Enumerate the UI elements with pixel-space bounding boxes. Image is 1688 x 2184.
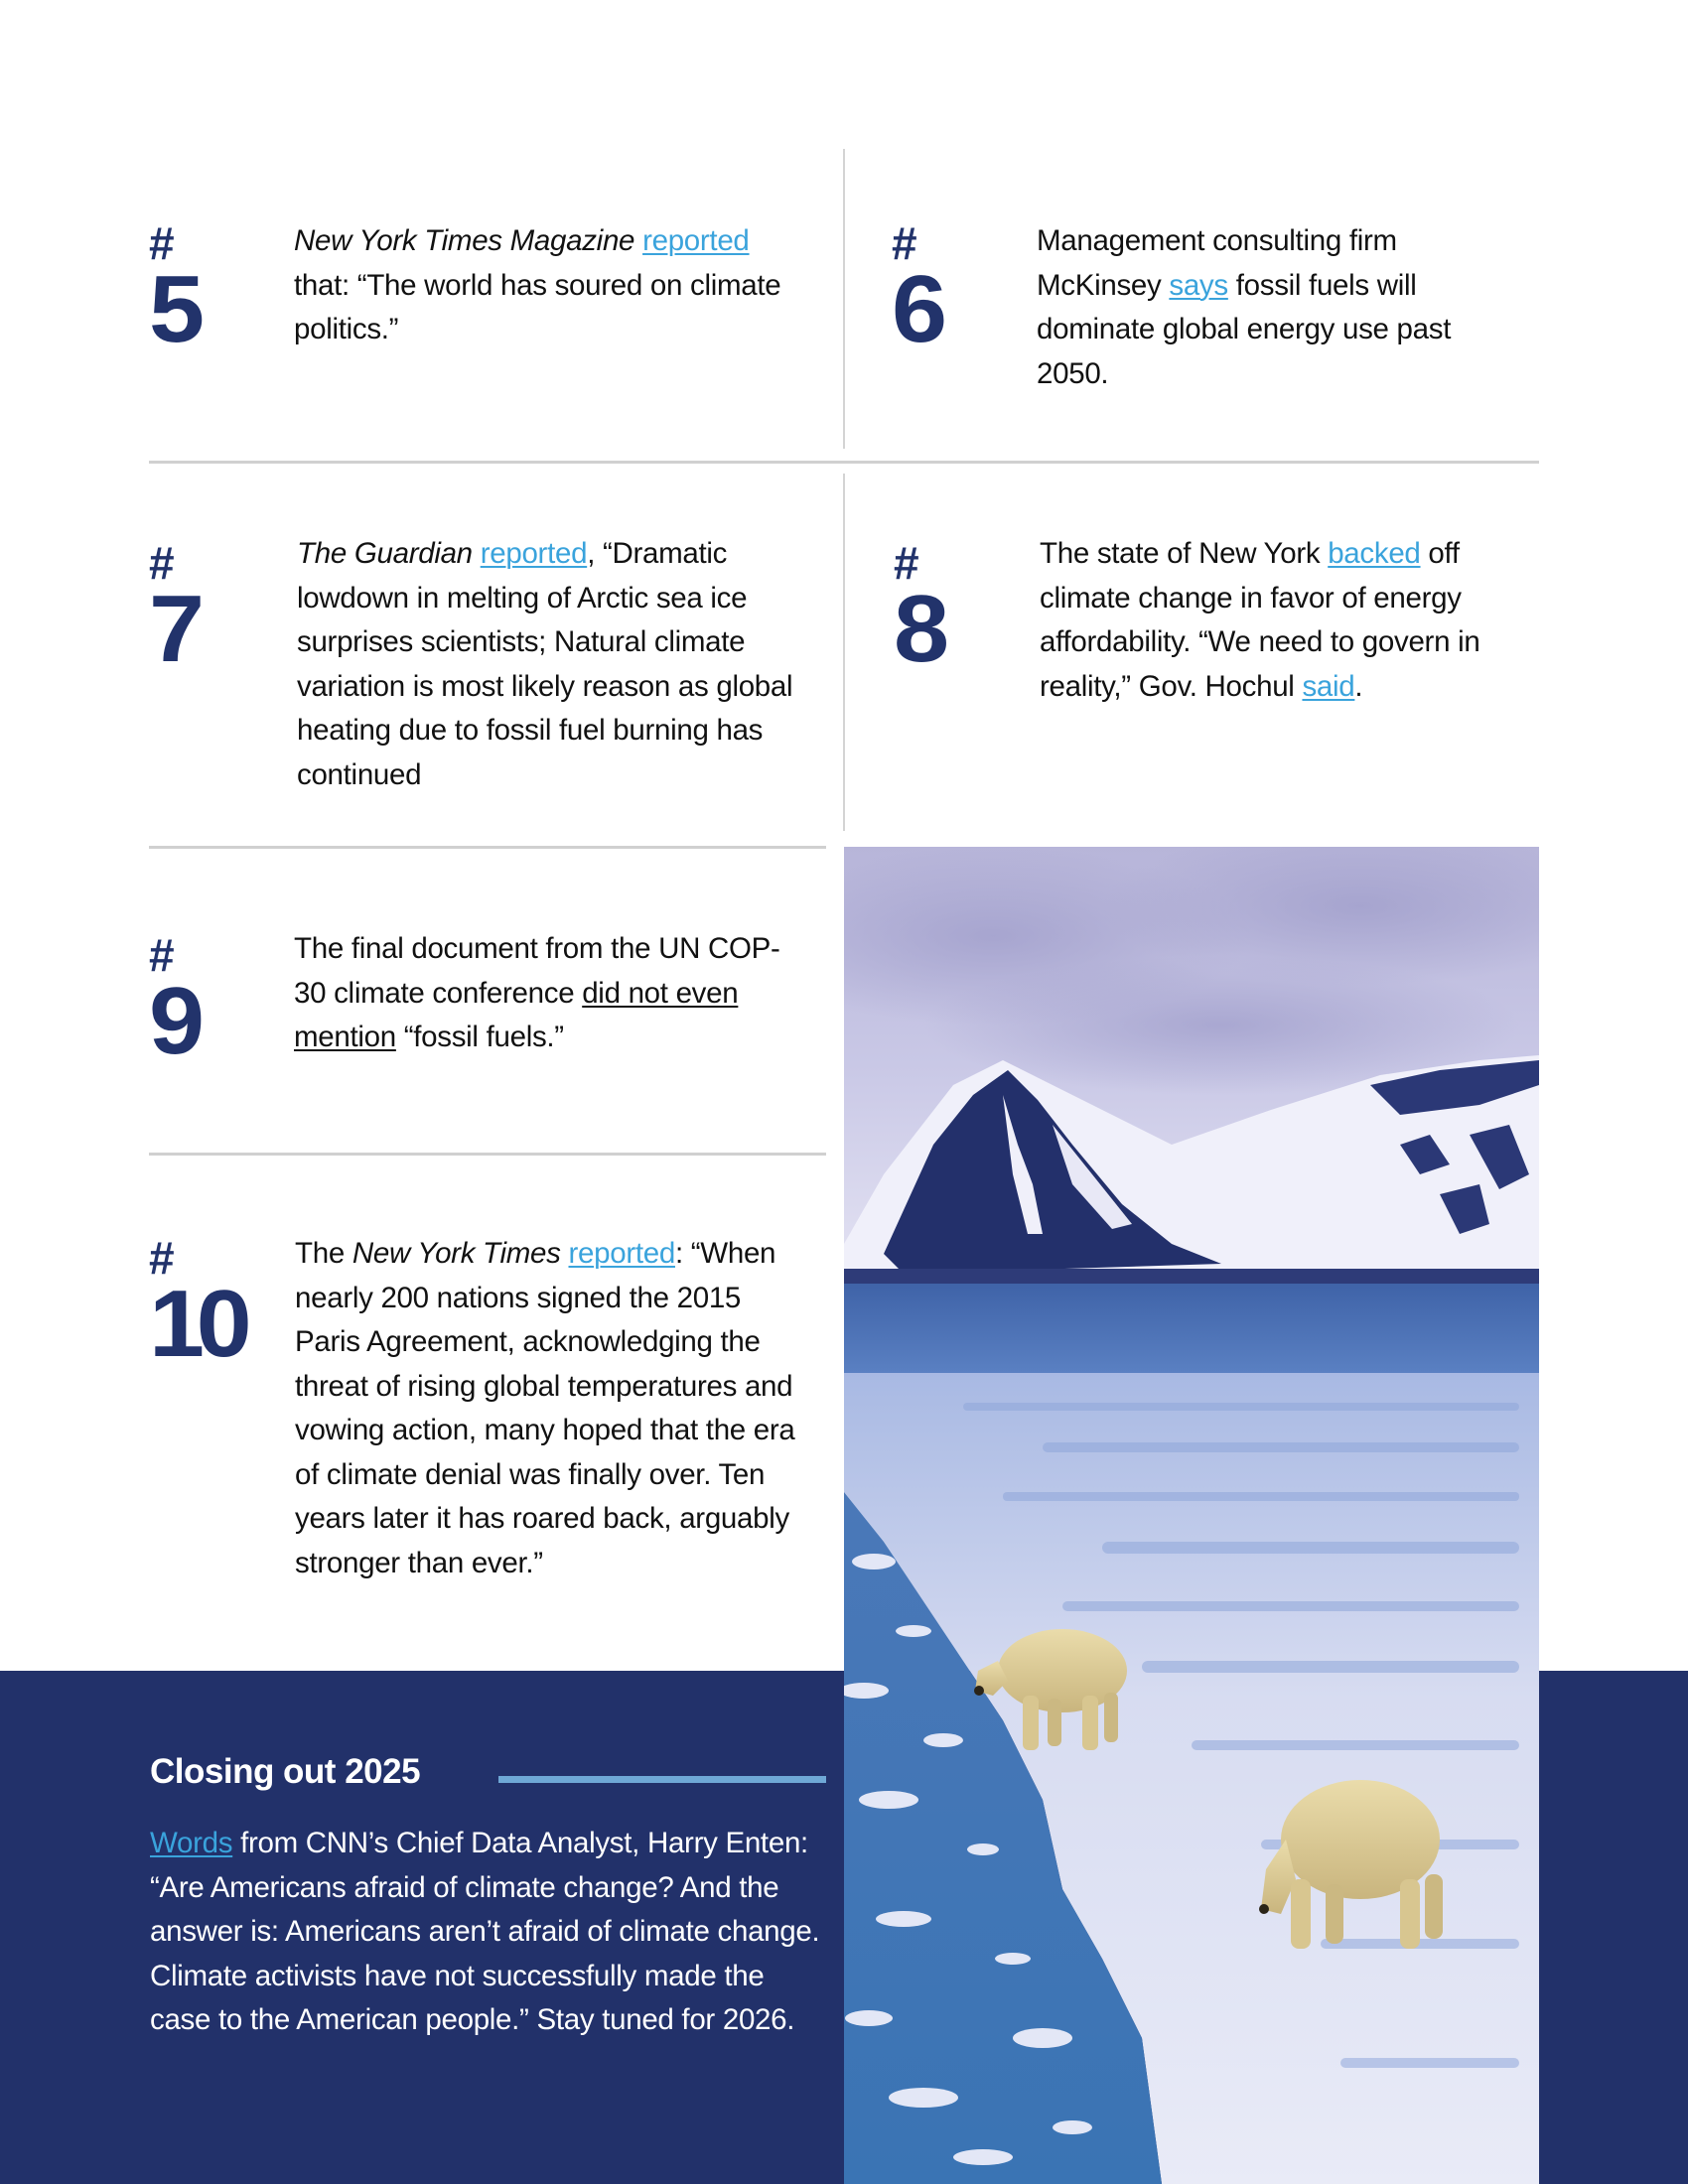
item-number <box>892 216 944 362</box>
text-segment: , “Dramatic lowdown in melting of Arctic sea ice surprises scientists; Natural climate variation is most likely reason as global heating due to fossil fuel burning has continued <box>297 537 793 791</box>
number-digit: 7 <box>149 576 202 682</box>
item-number <box>149 1231 244 1377</box>
closing-heading: Closing out 2025 <box>150 1752 421 1791</box>
number-digit: 6 <box>892 256 944 362</box>
item-number <box>149 536 202 682</box>
item-number <box>894 536 946 682</box>
item-text <box>294 927 790 1060</box>
text-segment: The state of New York <box>1040 537 1329 570</box>
hash-symbol: # <box>149 537 175 589</box>
text-segment: : “When nearly 200 nations signed the 2015 Paris Agreement, acknowledging the threat of rising global temperatures and vowing action, many hoped that the era of climate denial was finally over. Ten years later it has roared back, arguably stronger than ever.” <box>295 1237 795 1579</box>
text-segment: fossil fuels will dominate global energy use past 2050. <box>1037 268 1452 390</box>
closing-paragraph <box>150 1822 825 2043</box>
text-segment: off climate change in favor of energy affordability. “We need to govern in reality,” Gov. Hochul <box>1040 537 1480 703</box>
item-text <box>294 219 790 352</box>
source-link[interactable]: reported <box>642 224 750 257</box>
source-link[interactable]: said <box>1302 669 1355 703</box>
item-number <box>149 216 202 362</box>
text-segment: The final document from the UN COP-30 climate conference <box>294 932 780 1010</box>
text-segment <box>561 1237 569 1270</box>
text-segment: “fossil fuels.” <box>395 1021 564 1053</box>
arctic-landscape-illustration <box>844 847 1539 2184</box>
heading-rule <box>498 1776 826 1783</box>
publication-name: New York Times Magazine <box>294 224 635 257</box>
row-divider-2 <box>149 846 826 849</box>
hash-symbol: # <box>149 1232 175 1284</box>
source-link[interactable]: backed <box>1328 537 1421 570</box>
item-text <box>295 1232 811 1585</box>
source-link[interactable]: says <box>1169 268 1228 302</box>
hash-symbol: # <box>149 217 175 269</box>
text-segment <box>634 224 642 257</box>
polar-bears-photo <box>844 847 1539 2184</box>
hash-symbol: # <box>892 217 917 269</box>
number-digit: 9 <box>149 968 202 1074</box>
item-text <box>1037 219 1454 396</box>
words-link[interactable]: Words <box>150 1827 233 1859</box>
publication-name: New York Times <box>352 1237 561 1270</box>
hash-symbol: # <box>894 537 919 589</box>
column-divider-row1 <box>843 149 845 449</box>
hash-symbol: # <box>149 929 175 981</box>
source-link[interactable]: did not even mention <box>294 976 739 1053</box>
publication-name: The Guardian <box>297 537 473 570</box>
item-text <box>297 532 813 797</box>
text-segment: that: “The world has soured on climate politics.” <box>294 268 781 345</box>
text-segment: Management consulting firm McKinsey <box>1037 224 1397 302</box>
text-segment: . <box>1354 669 1363 703</box>
column-divider-row2 <box>843 474 845 831</box>
source-link[interactable]: reported <box>568 1237 675 1270</box>
closing-body-text: from CNN’s Chief Data Analyst, Harry Enten: “Are Americans afraid of climate change? And the answer is: Americans aren’t afraid of climate change. Climate activists have not successfully made the case to the American people.” Stay tuned for 2026. <box>150 1827 820 2036</box>
number-digit: 8 <box>894 576 946 682</box>
item-text <box>1040 532 1536 709</box>
source-link[interactable]: reported <box>480 537 588 570</box>
text-segment: The <box>295 1237 352 1270</box>
number-digit: 5 <box>149 256 202 362</box>
item-number <box>149 928 202 1074</box>
number-digit: 10 <box>149 1271 244 1377</box>
row-divider-1 <box>149 461 1539 464</box>
text-segment <box>473 537 481 570</box>
row-divider-3 <box>149 1153 826 1156</box>
